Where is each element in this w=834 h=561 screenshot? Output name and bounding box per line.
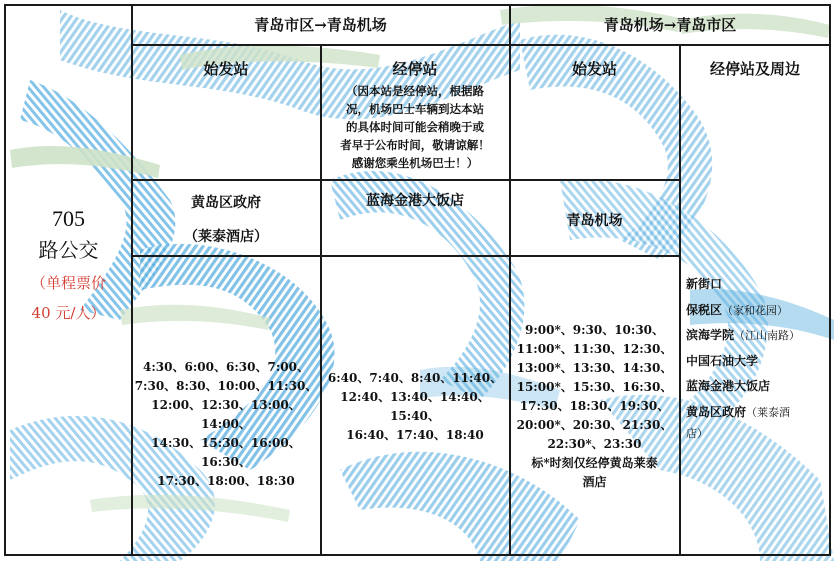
time-row: 4:30、6:00、6:30、7:00、 <box>143 360 309 374</box>
table-border-bottom <box>4 554 830 556</box>
table-border-left <box>4 4 6 556</box>
time-row: 9:00*、9:30、10:30、 <box>524 323 665 337</box>
time-row: 17:30、18:00、18:30 <box>157 474 295 488</box>
airport-departure-times <box>511 321 678 492</box>
route-info <box>6 205 131 327</box>
grid-vline <box>679 44 681 556</box>
grid-vline <box>320 44 322 556</box>
stop-item <box>686 400 826 426</box>
stop-name: 新街口 <box>686 277 723 291</box>
stop-detail: （莱泰酒 <box>746 405 791 419</box>
via-station-note <box>322 82 508 172</box>
note-line: 感谢您乘坐机场巴士！） <box>351 156 479 170</box>
grid-hline <box>509 255 680 257</box>
stop-detail-continued: 店） <box>686 427 708 440</box>
time-row: 15:00*、15:30、16:30、 <box>516 380 673 394</box>
station-name-line: （莱泰酒店） <box>184 229 268 245</box>
note-line: （因本站是经停站，根据路 <box>346 84 484 98</box>
time-row: 7:30、8:30、10:00、11:30、 <box>134 379 318 393</box>
table-border-top <box>4 4 830 6</box>
header-start-station-return: 始发站 <box>571 60 617 78</box>
time-row: 13:00*、13:30、14:30、 <box>516 361 673 375</box>
time-row: 14:30、15:30、16:00、16:30、 <box>151 436 301 469</box>
via-station-times <box>322 369 508 445</box>
time-row: 16:40、17:40、18:40 <box>346 428 484 442</box>
stop-detail: （江山南路） <box>734 329 801 342</box>
time-row: 22:30*、23:30 <box>547 437 642 451</box>
stop-name: 中国石油大学 <box>686 353 759 368</box>
grid-hline <box>131 44 830 46</box>
grid-hline <box>131 255 510 257</box>
stop-detail: （家和花园） <box>722 303 789 317</box>
fare-line-2: 40 元/人） <box>31 304 106 322</box>
stop-item <box>686 349 826 375</box>
note-line: 况，机场巴士车辆到达本站 <box>346 102 484 116</box>
stop-name: 保税区 <box>686 302 723 317</box>
via-stops-list <box>686 272 826 443</box>
station-name-line: 黄岛区政府 <box>191 195 261 211</box>
stop-item <box>686 323 826 349</box>
time-row: 12:00、12:30、13:00、14:00、 <box>151 398 301 431</box>
via-station-name: 蓝海金港大饭店 <box>366 193 464 209</box>
header-via-stops-return: 经停站及周边 <box>709 60 800 78</box>
time-row: 11:00*、11:30、12:30、 <box>516 342 673 356</box>
time-row: 17:30、18:30、19:30、 <box>519 399 670 413</box>
grid-vline <box>131 4 133 556</box>
stop-item <box>686 272 826 298</box>
direction-title-to-city: 青岛机场→青岛市区 <box>603 16 737 34</box>
time-row: 12:40、13:40、14:40、15:40、 <box>340 390 490 423</box>
stop-name: 滨海学院 <box>686 328 735 342</box>
route-number: 705 <box>52 206 85 231</box>
time-row: 6:40、7:40、8:40、11:40、 <box>327 371 503 385</box>
table-border-right <box>829 4 831 556</box>
time-row: 20:00*、20:30、21:30、 <box>516 418 673 432</box>
start-station-name <box>132 186 320 254</box>
stop-name: 黄岛区政府 <box>686 404 747 419</box>
stop-item <box>686 374 826 400</box>
header-start-station: 始发站 <box>203 60 249 78</box>
grid-hline <box>131 179 680 181</box>
note-line: 的具体时间可能会稍晚于或 <box>346 120 484 134</box>
note-line: 者早于公布时间，敬请谅解！ <box>340 138 490 152</box>
route-type: 路公交 <box>38 238 99 262</box>
footnote: 酒店 <box>582 475 607 489</box>
stop-name: 蓝海金港大饭店 <box>686 379 771 393</box>
direction-title-to-airport: 青岛市区→青岛机场 <box>254 16 387 34</box>
start-station-times <box>133 358 319 491</box>
stop-item <box>686 298 826 324</box>
airport-station-name: 青岛机场 <box>566 213 623 229</box>
fare-line-1: （单程票价 <box>30 274 106 292</box>
footnote: 标*时刻仅经停黄岛莱泰 <box>531 456 658 470</box>
grid-vline <box>509 4 511 556</box>
header-via-station: 经停站 <box>392 60 438 78</box>
